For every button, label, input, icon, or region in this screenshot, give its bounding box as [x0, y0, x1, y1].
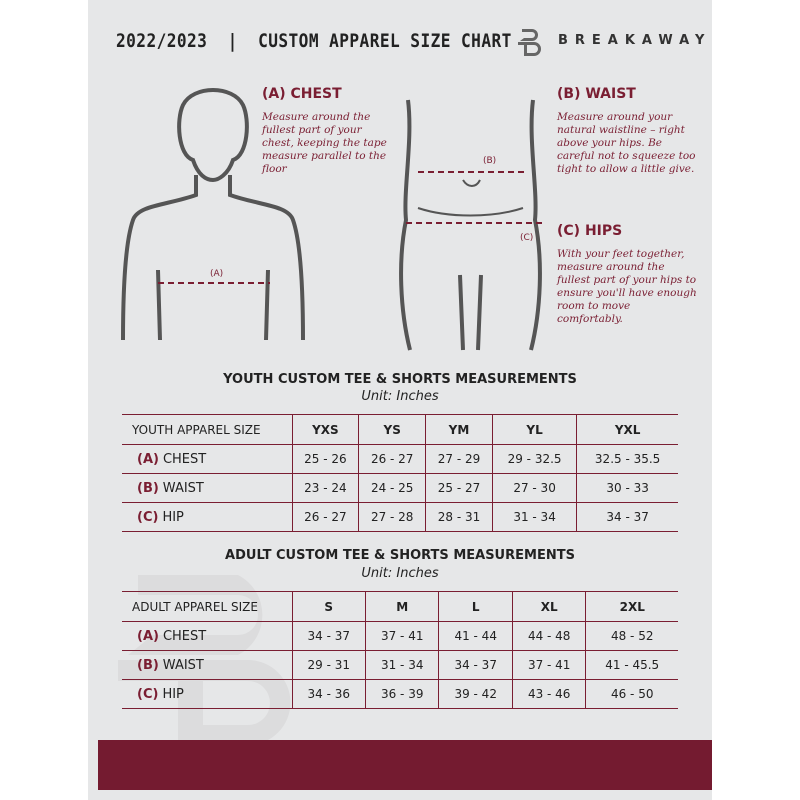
measure-value: 27 - 29: [426, 445, 493, 474]
chest-marker: (A): [210, 269, 224, 279]
measure-value: 37 - 41: [512, 651, 585, 680]
measure-value: 34 - 37: [439, 651, 512, 680]
measure-code: (C): [137, 509, 159, 525]
chest-heading: (A) CHEST: [262, 86, 342, 102]
measure-value: 28 - 31: [426, 503, 493, 532]
measure-value: 39 - 42: [439, 680, 512, 709]
measure-value: 44 - 48: [512, 622, 585, 651]
measure-value: 26 - 27: [359, 445, 426, 474]
measure-label: [122, 622, 292, 651]
measure-value: 25 - 27: [426, 474, 493, 503]
waist-heading: (B) WAIST: [557, 86, 636, 102]
measure-value: 30 - 33: [577, 474, 678, 503]
hips-description: With your feet together, measure around the fullest part of your hips to ensure you'll have enough room to move comfortably.: [557, 248, 697, 325]
measure-value: 24 - 25: [359, 474, 426, 503]
table-row: [122, 503, 678, 532]
measure-value: 32.5 - 35.5: [577, 445, 678, 474]
table-header-row: ADULT APPAREL SIZE S M L XL 2XL: [122, 592, 678, 622]
waist-marker: (B): [483, 156, 497, 166]
measure-value: 43 - 46: [512, 680, 585, 709]
table-row: [122, 680, 678, 709]
measure-code: (B): [137, 480, 159, 496]
measure-value: 27 - 28: [359, 503, 426, 532]
page-title: 2022/2023 | CUSTOM APPAREL SIZE CHART: [116, 30, 512, 52]
measure-value: 41 - 45.5: [586, 651, 678, 680]
waist-description: Measure around your natural waistline – right above your hips. Be careful not to squeeze too tight to allow a little give.: [557, 111, 696, 175]
size-chart-page: [88, 0, 712, 800]
measure-code: (B): [137, 657, 159, 673]
measure-value: 34 - 36: [292, 680, 365, 709]
measure-label: [122, 680, 292, 709]
measure-name: WAIST: [162, 480, 204, 496]
measure-label: [122, 651, 292, 680]
breakaway-logo-icon: [512, 26, 544, 58]
adult-unit: Unit: Inches: [361, 566, 439, 581]
measure-label: [122, 503, 292, 532]
measure-code: (A): [137, 451, 159, 467]
hips-marker: (C): [520, 233, 534, 243]
table-row: [122, 651, 678, 680]
measure-value: 41 - 44: [439, 622, 512, 651]
measure-value: 37 - 41: [365, 622, 438, 651]
chest-description: Measure around the fullest part of your chest, keeping the tape measure parallel to the floor: [262, 111, 387, 175]
measure-value: 31 - 34: [365, 651, 438, 680]
table-row: [122, 445, 678, 474]
measure-name: HIP: [162, 509, 184, 525]
footer-band: [98, 740, 712, 790]
measure-value: 46 - 50: [586, 680, 678, 709]
measure-value: 34 - 37: [292, 622, 365, 651]
measure-name: HIP: [162, 686, 184, 702]
hips-heading: (C) HIPS: [557, 223, 623, 239]
measure-value: 29 - 31: [292, 651, 365, 680]
measure-label: [122, 474, 292, 503]
measure-value: 25 - 26: [292, 445, 359, 474]
measure-value: 36 - 39: [365, 680, 438, 709]
measure-value: 48 - 52: [586, 622, 678, 651]
measure-value: 26 - 27: [292, 503, 359, 532]
youth-size-table: [122, 414, 678, 532]
brand-name: BREAKAWAY: [558, 33, 712, 48]
measure-name: CHEST: [162, 628, 207, 644]
adult-table-title: ADULT CUSTOM TEE & SHORTS MEASUREMENTS: [225, 548, 575, 563]
table-row: [122, 622, 678, 651]
measure-value: 23 - 24: [292, 474, 359, 503]
measure-name: WAIST: [162, 657, 204, 673]
measure-label: [122, 445, 292, 474]
adult-size-table: [122, 591, 678, 709]
measure-code: (A): [137, 628, 159, 644]
measure-code: (C): [137, 686, 159, 702]
torso-figure: [401, 100, 540, 350]
table-header-row: YOUTH APPAREL SIZE YXS YS YM YL YXL: [122, 415, 678, 445]
measure-name: CHEST: [162, 451, 207, 467]
youth-unit: Unit: Inches: [361, 389, 439, 404]
youth-table-title: YOUTH CUSTOM TEE & SHORTS MEASUREMENTS: [223, 372, 577, 387]
measure-value: 29 - 32.5: [492, 445, 576, 474]
measure-value: 31 - 34: [492, 503, 576, 532]
measure-value: 34 - 37: [577, 503, 678, 532]
table-row: [122, 474, 678, 503]
measure-value: 27 - 30: [492, 474, 576, 503]
